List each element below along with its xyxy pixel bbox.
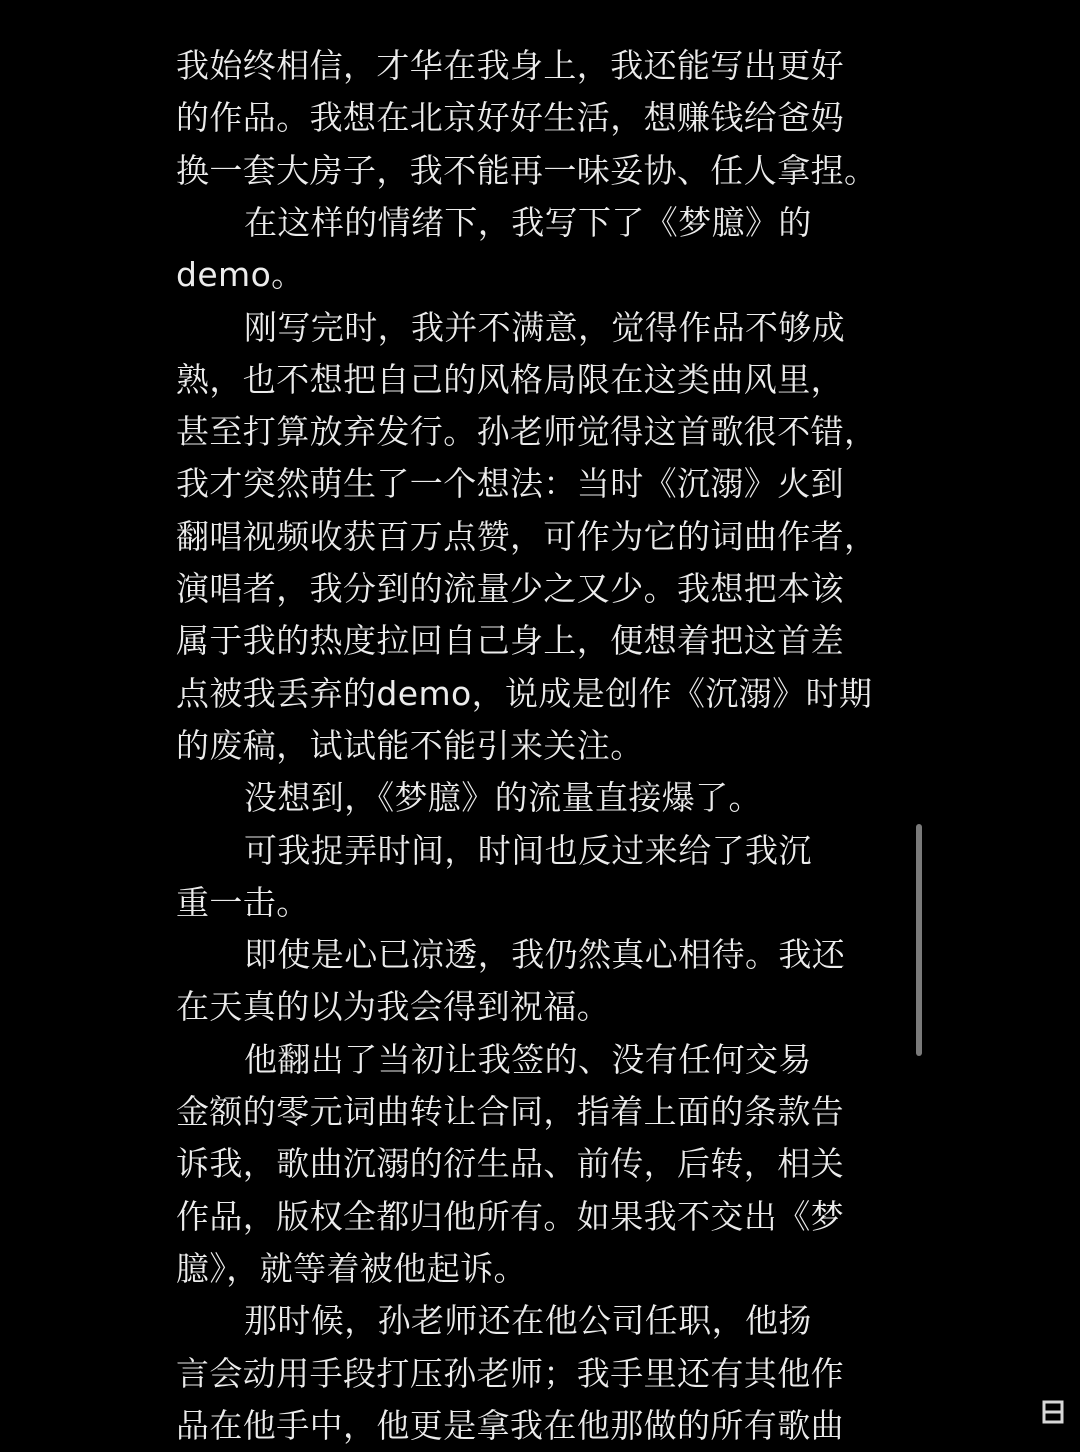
- text-line: 甚至打算放弃发行。孙老师觉得这首歌很不错，: [176, 412, 878, 451]
- text-line: 我才突然萌生了一个想法：当时《沉溺》火到: [176, 464, 844, 503]
- text-line: 演唱者，我分到的流量少之又少。我想把本该: [176, 569, 844, 608]
- text-line: demo。: [176, 255, 305, 294]
- scrollbar[interactable]: [916, 824, 922, 1056]
- text-line: 在这样的情绪下，我写下了《梦臆》的: [244, 203, 812, 242]
- text-line: 点被我丢弃的demo，说成是创作《沉溺》时期: [176, 674, 873, 713]
- text-line: 的废稿，试试能不能引来关注。: [176, 726, 644, 765]
- text-line: 属于我的热度拉回自己身上，便想着把这首差: [176, 621, 844, 660]
- text-line: 金额的零元词曲转让合同，指着上面的条款告: [176, 1092, 844, 1131]
- text-line: 我始终相信，才华在我身上，我还能写出更好: [176, 46, 844, 85]
- text-line: 重一击。: [176, 883, 310, 922]
- text-line: 臆》，就等着被他起诉。: [176, 1249, 527, 1288]
- text-line: 那时候，孙老师还在他公司任职，他扬: [244, 1301, 812, 1340]
- text-line: 的作品。我想在北京好好生活，想赚钱给爸妈: [176, 98, 844, 137]
- corner-fragment-icon: [1040, 1396, 1068, 1426]
- text-line: 言会动用手段打压孙老师；我手里还有其他作: [176, 1354, 844, 1393]
- text-line: 没想到，《梦臆》的流量直接爆了。: [244, 778, 762, 817]
- text-line: 诉我，歌曲沉溺的衍生品、前传，后转，相关: [176, 1144, 844, 1183]
- text-line: 品在他手中，他更是拿我在他那做的所有歌曲: [176, 1406, 844, 1445]
- text-line: 他翻出了当初让我签的、没有任何交易: [244, 1040, 812, 1079]
- text-line: 熟，也不想把自己的风格局限在这类曲风里，: [176, 360, 844, 399]
- text-line: 换一套大房子，我不能再一味妥协、任人拿捏。: [176, 151, 878, 190]
- text-line: 翻唱视频收获百万点赞，可作为它的词曲作者，: [176, 517, 878, 556]
- text-line: 即使是心已凉透，我仍然真心相待。我还: [244, 935, 846, 974]
- text-line: 可我捉弄时间，时间也反过来给了我沉: [244, 831, 812, 870]
- text-line: 在天真的以为我会得到祝福。: [176, 987, 611, 1026]
- text-line: 刚写完时，我并不满意，觉得作品不够成: [244, 308, 846, 347]
- text-line: 作品，版权全都归他所有。如果我不交出《梦: [176, 1197, 844, 1236]
